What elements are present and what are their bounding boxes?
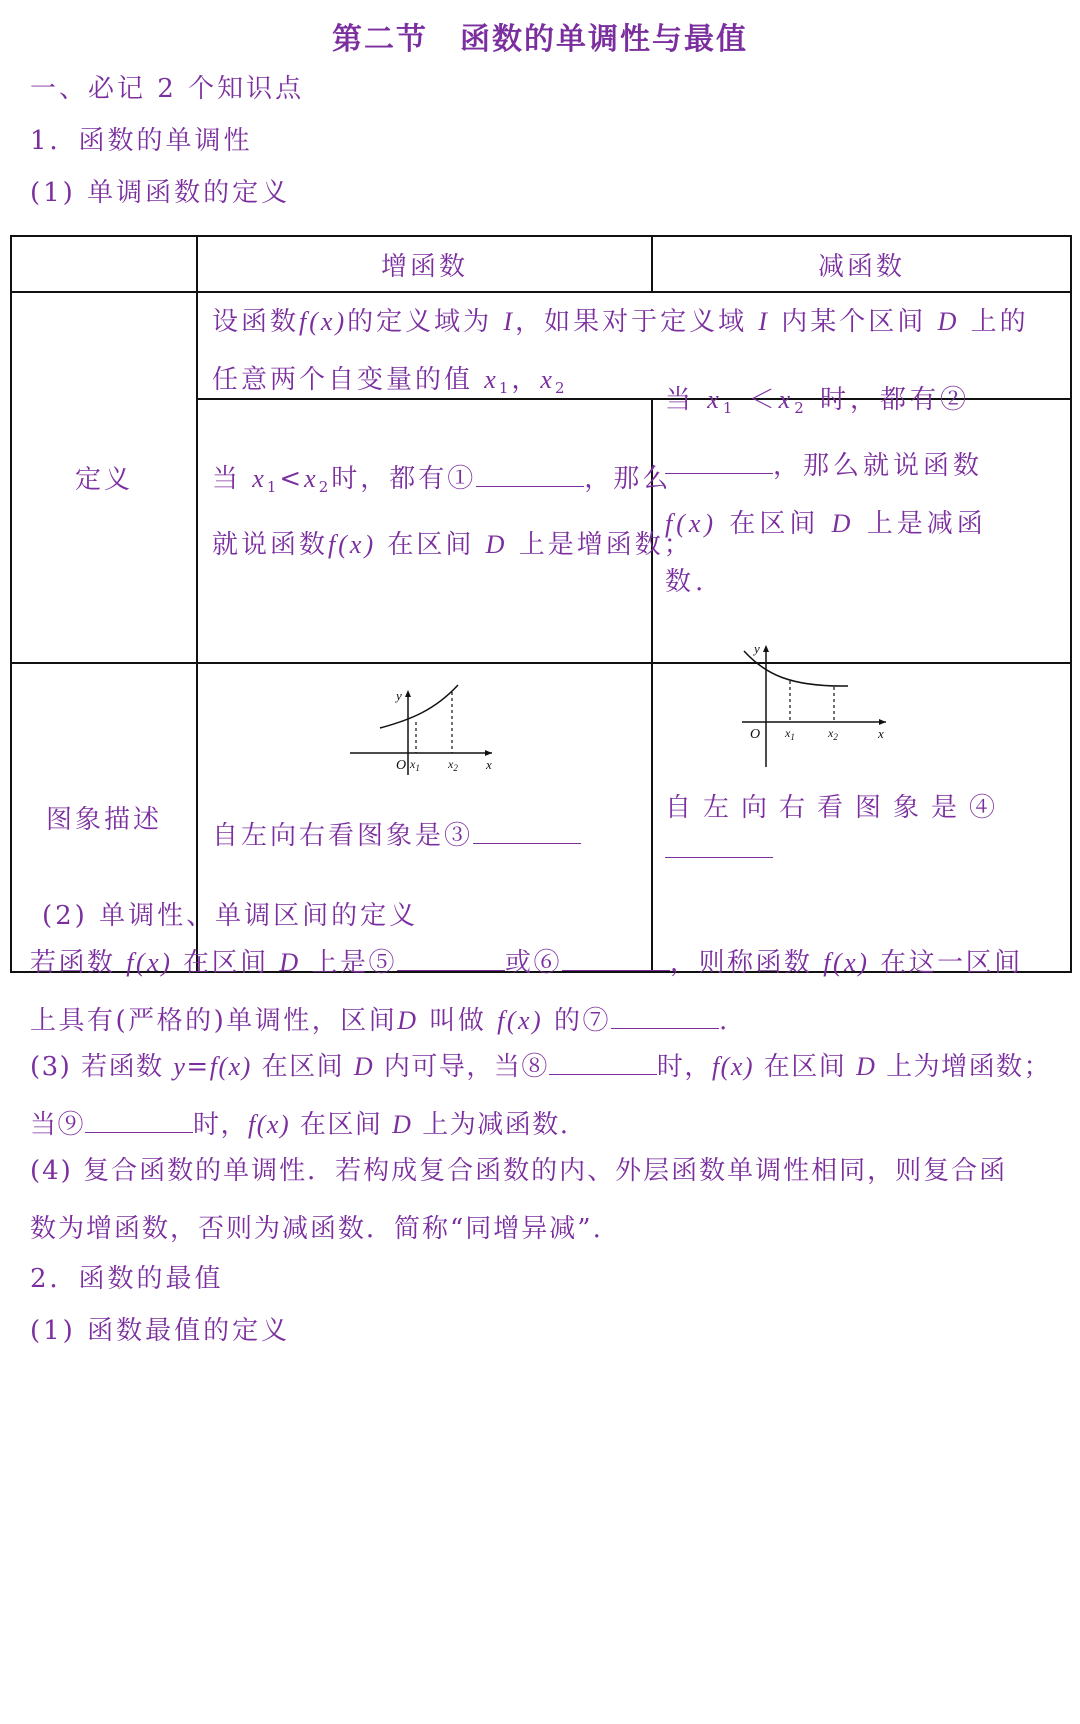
header-increasing: 增函数 (380, 251, 468, 282)
point-1-heading: 1．函数的单调性 (30, 126, 253, 156)
x-axis-arrow (485, 750, 492, 756)
y-label: y (396, 688, 402, 703)
x2-label: $x_2$ (828, 726, 838, 742)
y-axis-arrow (405, 690, 411, 697)
page-title: 第二节 函数的单调性与最值 (332, 22, 748, 57)
decreasing-curve (744, 651, 848, 686)
point-2-heading: 2．函数的最值 (30, 1264, 224, 1294)
y-label: y (754, 641, 760, 656)
y-axis-arrow (763, 645, 769, 652)
x1-label: $x_1$ (785, 726, 795, 742)
decreasing-graph-blank-row (665, 835, 773, 865)
blank-1[interactable] (476, 464, 584, 487)
section-heading: 一、必记 2 个知识点 (30, 74, 305, 104)
row-label-definition: 定义 (74, 465, 133, 495)
blank-9[interactable] (85, 1110, 193, 1133)
increasing-definition: 当 $x_1<x_2$时，都有① ，那么 就说函数f(x) 在区间 D 上是增函数； (212, 464, 693, 560)
blank-8[interactable] (549, 1052, 657, 1075)
blank-3[interactable] (473, 821, 581, 844)
decreasing-graph-text: 自左向右看图象是④ (665, 793, 1008, 823)
increasing-function-graph (340, 680, 500, 780)
x-axis-arrow (879, 719, 886, 725)
increasing-graph-text: 自左向右看图象是③ (212, 815, 581, 852)
monotonic-definition-table (10, 235, 1072, 973)
blank-2[interactable] (665, 451, 773, 474)
row-label-graph: 图象描述 (45, 805, 162, 835)
header-decreasing: 减函数 (817, 251, 905, 282)
decreasing-function-graph (730, 639, 900, 769)
decreasing-definition: 当 $x_1 <x_2$ 时，都有② ，那么就说函数 f(x) 在区间 D 上是减函 数. (665, 385, 987, 597)
x2-label: $x_2$ (448, 757, 458, 773)
x-label: x (878, 726, 884, 741)
paragraph-composite: (4) 复合函数的单调性．若构成复合函数的内、外层函数单调性相同，则复合函 数为增函数，否则为减函数．简称“同增异减”. (30, 1156, 1008, 1244)
origin-label: O (750, 727, 761, 742)
blank-7[interactable] (611, 1006, 719, 1029)
x-label: x (486, 757, 492, 772)
definition-extrema-label: (1) 函数最值的定义 (30, 1316, 291, 1346)
paragraph-derivative: (3) 若函数 y=f(x) 在区间 D 内可导，当⑧ 时，f(x) 在区间 D 上为增函数； 当⑨ 时，f(x) 在区间 D 上为减函数. (30, 1052, 1052, 1140)
x1-label: $x_1$ (410, 757, 420, 773)
increasing-curve (380, 685, 458, 728)
blank-4[interactable] (665, 835, 773, 858)
definition-2-label: (2) 单调性、单调区间的定义 (42, 901, 419, 931)
origin-label: O (396, 758, 407, 773)
definition-1-label: (1) 单调函数的定义 (30, 178, 291, 208)
blank-6[interactable] (562, 948, 670, 971)
paragraph-monotonic-interval: 若函数 f(x) 在区间 D 上是⑤ 或⑥ ，则称函数 f(x) 在这一区间 上具有(严格的)单调性，区间D 叫做 f(x) 的⑦ . (30, 948, 1023, 1036)
common-definition: 设函数f(x)的定义域为 I，如果对于定义域 I 内某个区间 D 上的 任意两个自变量的值 $x_1$，$x_2$ (212, 307, 1029, 397)
blank-5[interactable] (397, 948, 505, 971)
